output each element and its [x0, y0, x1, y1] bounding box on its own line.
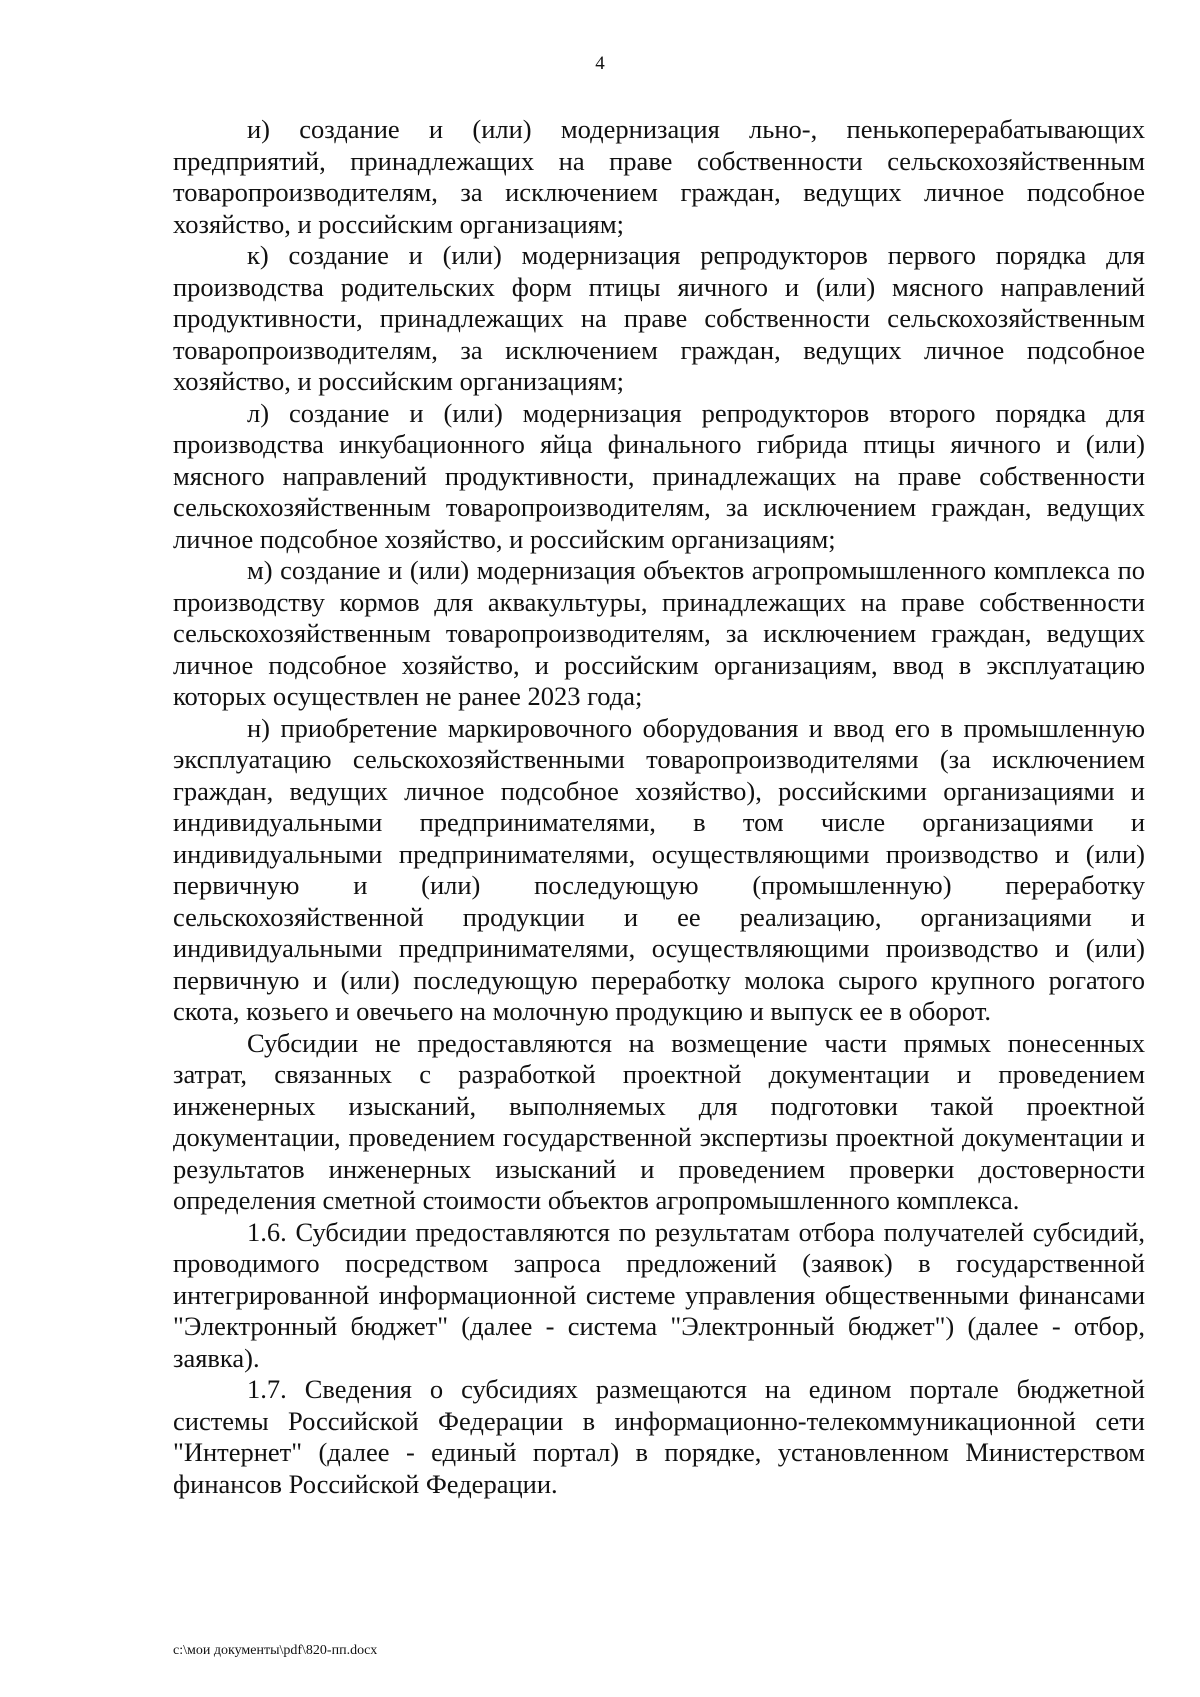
document-body: [173, 114, 1145, 1500]
page-number: 4: [595, 53, 605, 74]
paragraph-subsidies-exclusion: Субсидии не предоставляются на возмещение части прямых понесенных затрат, связанных с разработкой проектной документации и проведением инженерных изысканий, выполняемых для подготовки такой проектной документации, проведением государственной экспертизы проектной документации и результатов инженерных изысканий и проведением проверки достоверности определения сметной стоимости объектов агропромышленного комплекса.: [173, 1027, 1145, 1215]
paragraph-1-6: 1.6. Субсидии предоставляются по результатам отбора получателей субсидий, проводимого посредством запроса предложений (заявок) в государственной интегрированной информационной системе управления общественными финансами "Электронный бюджет" (далее - система "Электронный бюджет") (далее - отбор, заявка).: [173, 1216, 1145, 1373]
footer-file-path: c:\мои документы\pdf\820-пп.docx: [173, 1643, 378, 1658]
paragraph-i: и) создание и (или) модернизация льно-, пенькоперерабатывающих предприятий, принадлежащих на праве собственности сельскохозяйственным товаропроизводителям, за исключением граждан, ведущих личное подсобное хозяйство, и российским организациям;: [173, 114, 1145, 239]
paragraph-1-7: 1.7. Сведения о субсидиях размещаются на едином портале бюджетной системы Российской Федерации в информационно-телекоммуникационной сети "Интернет" (далее - единый портал) в порядке, установленном Министерством финансов Российской Федерации.: [173, 1374, 1145, 1499]
paragraph-k: к) создание и (или) модернизация репродукторов первого порядка для производства родительских форм птицы яичного и (или) мясного направлений продуктивности, принадлежащих на праве собственности сельскохозяйственным товаропроизводителям, за исключением граждан, ведущих личное подсобное хозяйство, и российским организациям;: [173, 240, 1145, 396]
paragraph-l: л) создание и (или) модернизация репродукторов второго порядка для производства инкубационного яйца финального гибрида птицы яичного и (или) мясного направлений продуктивности, принадлежащих на праве собственности сельскохозяйственным товаропроизводителям, за исключением граждан, ведущих личное подсобное хозяйство, и российским организациям;: [173, 397, 1145, 554]
paragraph-m: м) создание и (или) модернизация объектов агропромышленного комплекса по производству кормов для аквакультуры, принадлежащих на праве собственности сельскохозяйственным товаропроизводителям, за исключением граждан, ведущих личное подсобное хозяйство, и российским организациям, ввод в эксплуатацию которых осуществлен не ранее 2023 года;: [173, 555, 1145, 711]
paragraph-n: н) приобретение маркировочного оборудования и ввод его в промышленную эксплуатацию сельскохозяйственными товаропроизводителями (за исключением граждан, ведущих личное подсобное хозяйство), российскими организациями и индивидуальными предпринимателями, в том числе организациями и индивидуальными предпринимателями, осуществляющими производство и (или) первичную и (или) последующую (промышленную) переработку сельскохозяйственной продукции и ее реализацию, организациями и индивидуальными предпринимателями, осуществляющими производство и (или) первичную и (или) последующую переработку молока сырого крупного рогатого скота, козьего и овечьего на молочную продукцию и выпуск ее в оборот.: [173, 712, 1145, 1026]
